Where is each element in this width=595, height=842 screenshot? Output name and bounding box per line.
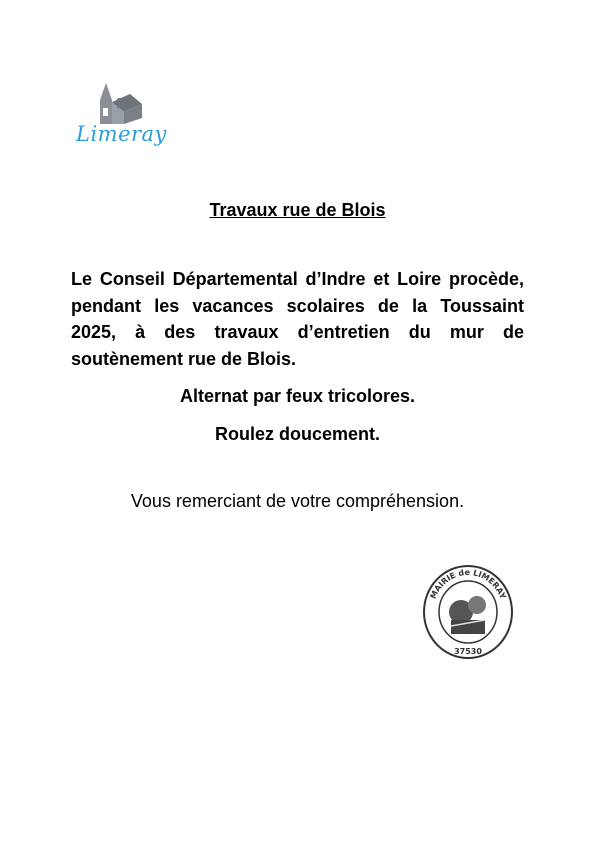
notice-title: Travaux rue de Blois [209, 200, 386, 220]
alternat-line: Alternat par feux tricolores. [179, 386, 416, 406]
notice-paragraph-text: Le Conseil Départemental d’Indre et Loire procède, pendant les vacances scolaires de la Toussaint 2025, à des travaux d’entretien du mur de soutènement rue de Blois. [71, 269, 524, 369]
roulez-line: Roulez doucement. [214, 424, 380, 444]
logo-text: Limeray [76, 122, 167, 146]
svg-text:MAIRIE de LIMERAY [429, 568, 508, 600]
stamp-text: MAIRIE de LIMERAY [428, 567, 508, 601]
limeray-logo [72, 78, 167, 158]
official-seal-icon [421, 560, 515, 660]
mairie-stamp [421, 560, 515, 660]
stamp-postcode: 37530 [454, 647, 482, 656]
thanks-line: Vous remerciant de votre compréhension. [130, 491, 465, 511]
notice-paragraph [71, 266, 524, 372]
